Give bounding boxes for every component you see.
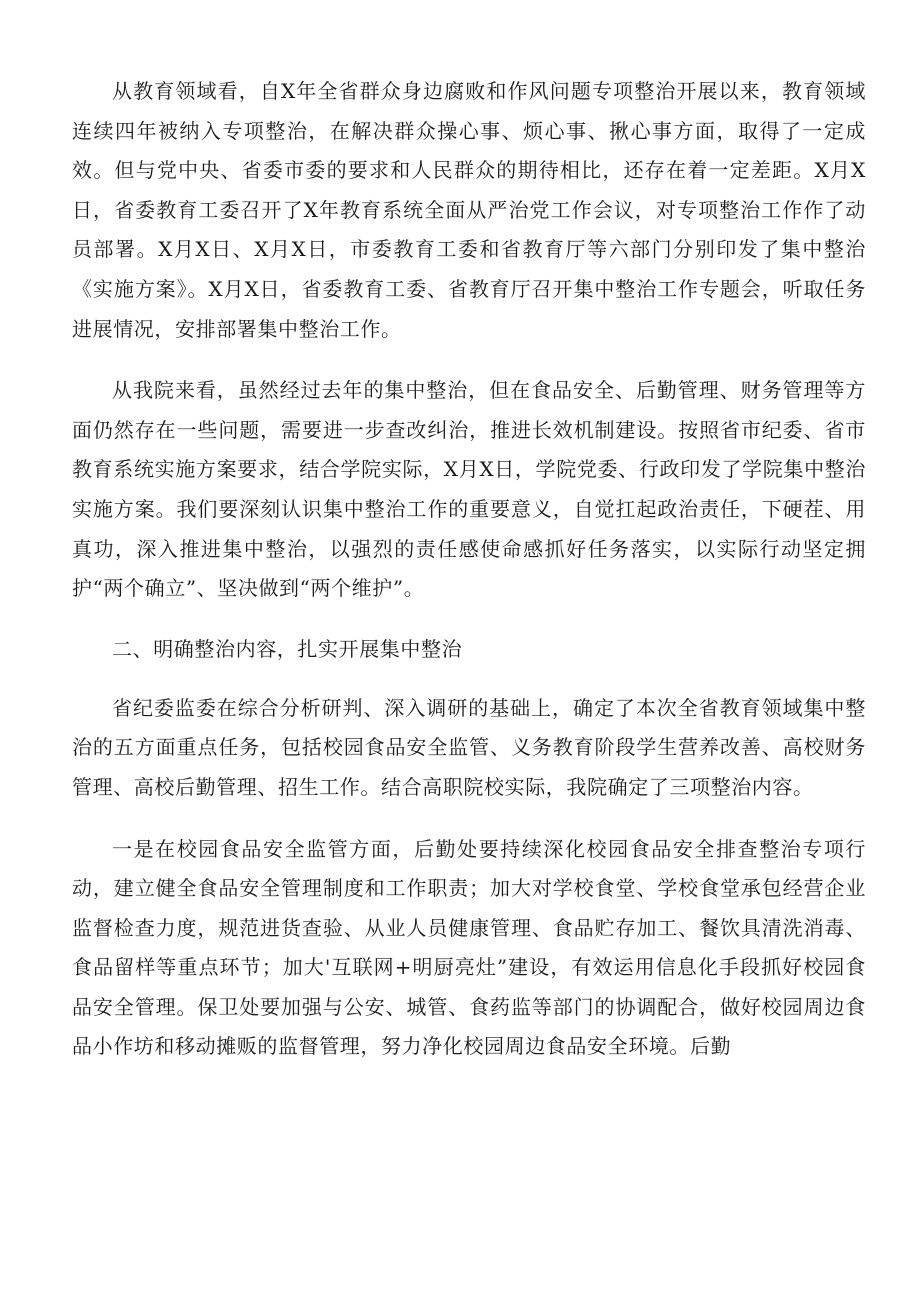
paragraph-provincial-commission: 省纪委监委在综合分析研判、深入调研的基础上，确定了本次全省教育领域集中整治的五方面重点任务，包括校园食品安全监管、义务教育阶段学生营养改善、高校财务管理、高校后勤管理、招生工作。结合高职院校实际，我院确定了三项整治内容。	[72, 695, 866, 799]
paragraph-education-field: 从教育领域看，自X年全省群众身边腐败和作风问题专项整治开展以来，教育领域连续四年被纳入专项整治，在解决群众操心事、烦心事、揪心事方面，取得了一定成效。但与党中央、省委市委的要求和人民群众的期待相比，还存在着一定差距。X月X日，省委教育工委召开了X年教育系统全面从严治党工作会议，对专项整治工作作了动员部署。X月X日、X月X日，市委教育工委和省教育厅等六部门分别印发了集中整治《实施方案》。X月X日，省委教育工委、省教育厅召开集中整治工作专题会，听取任务进展情况，安排部署集中整治工作。	[72, 79, 866, 341]
document-page	[72, 72, 866, 1067]
paragraph-our-college: 从我院来看，虽然经过去年的集中整治，但在食品安全、后勤管理、财务管理等方面仍然存在一些问题，需要进一步查改纠治，推进长效机制建设。按照省市纪委、省市教育系统实施方案要求，结合学院实际，X月X日，学院党委、行政印发了学院集中整治实施方案。我们要深刻认识集中整治工作的重要意义，自觉扛起政治责任，下硬茬、用真功，深入推进集中整治，以强烈的责任感使命感抓好任务落实，以实际行动坚定拥护“两个确立”、坚决做到“两个维护”。	[72, 378, 866, 601]
paragraph-food-safety: 一是在校园食品安全监管方面，后勤处要持续深化校园食品安全排查整治专项行动，建立健全食品安全管理制度和工作职责；加大对学校食堂、学校食堂承包经营企业监督检查力度，规范进货查验、从业人员健康管理、食品贮存加工、餐饮具清洗消毒、食品留样等重点环节；加大'互联网+明厨亮灶”建设，有效运用信息化手段抓好校园食品安全管理。保卫处要加强与公安、城管、食药监等部门的协调配合，做好校园周边食品小作坊和移动摊贩的监督管理，努力净化校园周边食品安全环境。后勤	[72, 836, 866, 1059]
section-heading: 二、明确整治内容，扎实开展集中整治	[112, 636, 463, 661]
